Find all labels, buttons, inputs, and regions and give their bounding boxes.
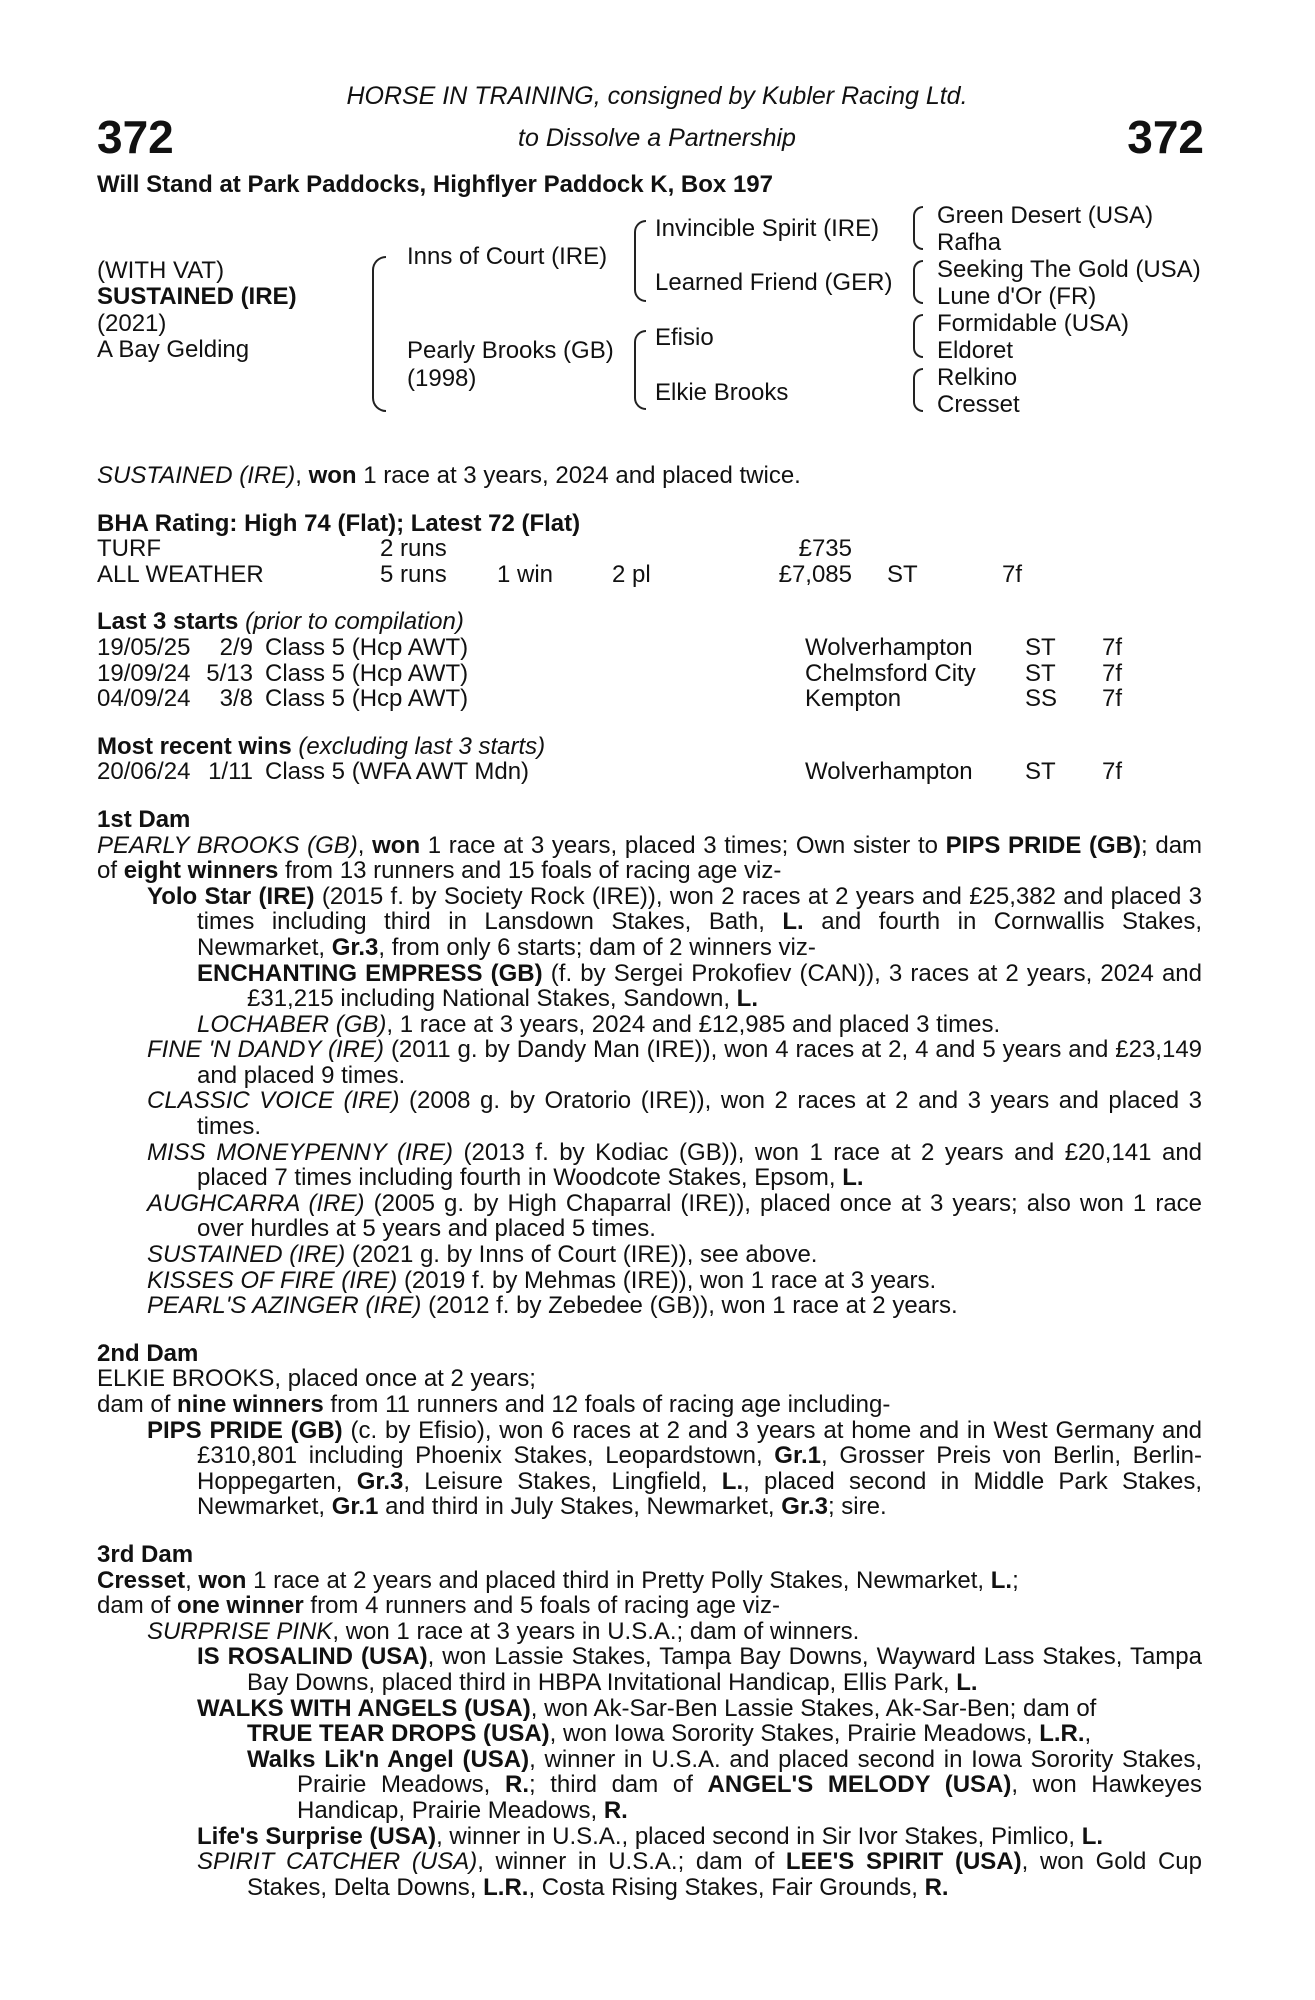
third-dam-section bbox=[97, 1542, 1202, 1900]
last-start-pos: 5/13 bbox=[206, 659, 253, 687]
yolo-star-text1: (2015 f. by Society Rock (IRE)), won 2 races at 2 years and £25,382 and placed 3 times including third in Lansdown Stakes, Bath, bbox=[197, 882, 1203, 936]
lees-spirit-lr: L.R. bbox=[483, 1873, 529, 1901]
recent-wins-section bbox=[97, 734, 1202, 785]
is-rosalind-name: IS ROSALIND (USA) bbox=[197, 1643, 428, 1671]
second-dam-title: 2nd Dam bbox=[97, 1339, 199, 1367]
last-start-row bbox=[97, 635, 1202, 661]
aw-runs: 5 runs bbox=[380, 560, 447, 588]
turf-wins bbox=[497, 536, 612, 562]
pips-pride-text1: (c. by Efisio), won 6 races at 2 and 3 years at home and in West Germany and £310,801 including Phoenix Stakes, Leopardstown, bbox=[197, 1416, 1203, 1470]
pedigree-sire: Inns of Court (IRE) bbox=[407, 243, 608, 270]
consignor-subline: to Dissolve a Partnership bbox=[518, 124, 796, 152]
recent-wins-heading bbox=[97, 734, 1202, 760]
walks-with-angels-name: WALKS WITH ANGELS (USA) bbox=[197, 1694, 531, 1722]
last-start-dist: 7f bbox=[1102, 659, 1123, 687]
lees-spirit-text2: , Costa Rising Stakes, Fair Grounds, bbox=[528, 1873, 918, 1901]
fine-n-dandy-entry bbox=[97, 1037, 1202, 1088]
recent-wins-table bbox=[97, 759, 1202, 785]
pedigree-dam-dam: Elkie Brooks bbox=[655, 379, 789, 406]
last-start-going: ST bbox=[1025, 633, 1056, 661]
aughcarra-name: AUGHCARRA (IRE) bbox=[147, 1189, 365, 1217]
aw-prize: £7,085 bbox=[778, 560, 852, 588]
last-start-row bbox=[97, 661, 1202, 687]
aw-row bbox=[97, 562, 1202, 588]
recent-win-course: Wolverhampton bbox=[805, 758, 973, 786]
first-dam-intro: PEARLY BROOKS (GB), won 1 race at 3 years, placed 3 times; Own sister to PIPS PRIDE (GB); dam of eight winners from 13 runners and 15 foals of racing age viz- bbox=[97, 831, 1203, 885]
last-start-course: Wolverhampton bbox=[805, 633, 973, 661]
recent-win-race: Class 5 (WFA AWT Mdn) bbox=[265, 758, 530, 786]
second-dam-foals: from 11 runners and 12 foals of racing age including- bbox=[330, 1391, 891, 1418]
pips-pride-gr3b: Gr.3 bbox=[781, 1493, 828, 1521]
aw-going: ST bbox=[887, 560, 918, 588]
aughcarra-entry bbox=[97, 1191, 1202, 1242]
last-starts-heading bbox=[97, 609, 1202, 635]
third-dam-foals: from 4 runners and 5 foals of racing age viz- bbox=[310, 1592, 780, 1620]
lees-spirit-text1: , won Gold Cup Stakes, Delta Downs, bbox=[247, 1848, 1203, 1901]
last-start-dist: 7f bbox=[1102, 633, 1123, 661]
third-dam-record: 1 race at 2 years and placed third in Pretty Polly Stakes, Newmarket, bbox=[253, 1566, 985, 1594]
walks-with-angels-text: , won Ak-Sar-Ben Lassie Stakes, Ak-Sar-Ben; dam of bbox=[530, 1694, 1097, 1722]
pips-pride-listed: L. bbox=[721, 1467, 744, 1495]
last-start-date: 19/05/25 bbox=[97, 633, 191, 661]
pedigree-g6: Eldoret bbox=[937, 337, 1014, 364]
recent-win-going: ST bbox=[1025, 758, 1056, 786]
lees-spirit-name: LEE'S SPIRIT (USA) bbox=[785, 1848, 1022, 1876]
pedigree-g5: Formidable (USA) bbox=[937, 310, 1130, 337]
last-start-course: Chelmsford City bbox=[805, 659, 976, 687]
lifes-surprise-entry bbox=[97, 1824, 1202, 1850]
pips-pride-text3: , Leisure Stakes, Lingfield, bbox=[403, 1467, 708, 1495]
third-dam-line1-end: ; bbox=[1012, 1566, 1019, 1594]
aw-places: 2 pl bbox=[612, 560, 651, 588]
pedigree-sire-dam: Learned Friend (GER) bbox=[655, 269, 893, 296]
third-dam-won: won bbox=[198, 1566, 247, 1594]
pedigree-g7: Relkino bbox=[937, 364, 1018, 391]
last-start-race: Class 5 (Hcp AWT) bbox=[265, 685, 469, 713]
first-dam-foals: from 13 runners and 15 foals of racing age viz- bbox=[285, 857, 782, 885]
angels-melody-text: , won Hawkeyes Handicap, Prairie Meadows, bbox=[297, 1771, 1203, 1824]
stand-location: Will Stand at Park Paddocks, Highflyer Paddock K, Box 197 bbox=[97, 171, 773, 198]
walks-likn-angel-text2: ; third dam of bbox=[528, 1771, 693, 1799]
first-dam-intro-end: ; bbox=[1141, 831, 1148, 859]
sustained-name: SUSTAINED (IRE) bbox=[147, 1241, 346, 1269]
yolo-star-text3: , from only 6 starts; dam of 2 winners viz- bbox=[378, 933, 816, 961]
last-starts-table bbox=[97, 635, 1202, 712]
enchanting-empress-entry bbox=[97, 961, 1202, 1012]
first-dam-winners: eight winners bbox=[123, 857, 279, 885]
enchanting-empress-listed: L. bbox=[736, 985, 758, 1013]
third-dam-line2 bbox=[97, 1593, 1202, 1619]
pips-pride-text4: , placed second in Middle Park Stakes, Newmarket, bbox=[197, 1467, 1203, 1521]
true-tear-drops-name: TRUE TEAR DROPS (USA) bbox=[247, 1720, 550, 1748]
enchanting-empress-text: (f. by Sergei Prokofiev (CAN)), 3 races at 2 years, 2024 and £31,215 including National Stakes, Sandown, bbox=[247, 959, 1202, 1013]
recent-wins-note: (excluding last 3 starts) bbox=[298, 732, 546, 760]
horse-name: SUSTAINED (IRE) bbox=[97, 283, 297, 310]
second-dam-winners: nine winners bbox=[177, 1391, 324, 1418]
miss-moneypenny-entry bbox=[97, 1140, 1202, 1191]
miss-moneypenny-text: (2013 f. by Kodiac (GB)), won 1 race at 2 years and £20,141 and placed 7 times including fourth in Woodcote Stakes, Epsom, bbox=[197, 1138, 1203, 1192]
pips-pride-gr1b: Gr.1 bbox=[331, 1493, 379, 1521]
aw-wins: 1 win bbox=[497, 560, 554, 588]
miss-moneypenny-name: MISS MONEYPENNY (IRE) bbox=[147, 1138, 453, 1166]
race-summary: SUSTAINED (IRE), won 1 race at 3 years, 2024 and placed twice. bbox=[97, 462, 801, 489]
last-start-course: Kempton bbox=[805, 685, 902, 713]
pedigree-brace-main bbox=[372, 256, 386, 412]
last-start-going: ST bbox=[1025, 659, 1056, 687]
yolo-star-listed: L. bbox=[782, 908, 804, 936]
first-dam-dam-of: dam of bbox=[97, 831, 1203, 885]
lifes-surprise-text: , winner in U.S.A., placed second in Sir Ivor Stakes, Pimlico, bbox=[436, 1822, 1076, 1850]
third-dam-name: Cresset bbox=[97, 1566, 186, 1594]
yolo-star-group: Gr.3 bbox=[331, 933, 379, 961]
second-dam-line2 bbox=[97, 1392, 1202, 1418]
pedigree-brace-g4 bbox=[913, 368, 923, 412]
pedigree-dam-year: (1998) bbox=[407, 365, 477, 392]
surprise-pink-text: , won 1 race at 3 years in U.S.A.; dam of winners. bbox=[332, 1617, 860, 1645]
true-tear-drops-end: , bbox=[1084, 1720, 1092, 1748]
pedigree-g4: Lune d'Or (FR) bbox=[937, 283, 1097, 310]
first-dam-title: 1st Dam bbox=[97, 805, 191, 833]
last-start-row bbox=[97, 686, 1202, 712]
true-tear-drops-lr: L.R. bbox=[1039, 1720, 1085, 1748]
pips-pride-name: PIPS PRIDE (GB) bbox=[147, 1416, 343, 1444]
walks-likn-angel-entry bbox=[97, 1747, 1202, 1824]
recent-win-row bbox=[97, 759, 1202, 785]
aw-dist: 7f bbox=[1002, 560, 1023, 588]
second-dam-section bbox=[97, 1341, 1202, 1520]
fine-n-dandy-name: FINE 'N DANDY (IRE) bbox=[147, 1036, 384, 1064]
pedigree-brace-dam bbox=[634, 330, 646, 410]
pedigree-brace-g3 bbox=[913, 314, 923, 358]
angels-melody-r: R. bbox=[603, 1796, 628, 1824]
first-dam-record: 1 race at 3 years, placed 3 times; Own sister to bbox=[427, 831, 938, 859]
true-tear-drops-entry bbox=[97, 1721, 1202, 1747]
last-starts-section bbox=[97, 609, 1202, 711]
kisses-of-fire-text: (2019 f. by Mehmas (IRE)), won 1 race at 3 years. bbox=[403, 1266, 937, 1294]
horse-description: A Bay Gelding bbox=[97, 336, 250, 363]
lot-number-left: 372 bbox=[97, 111, 174, 163]
summary-rest: 1 race at 3 years, 2024 and placed twice. bbox=[363, 462, 801, 489]
angels-melody-name: ANGEL'S MELODY (USA) bbox=[707, 1771, 1012, 1799]
last-start-pos: 2/9 bbox=[219, 633, 253, 661]
is-rosalind-listed: L. bbox=[956, 1668, 978, 1696]
second-dam-line1: ELKIE BROOKS, placed once at 2 years; bbox=[97, 1365, 536, 1393]
lees-spirit-r: R. bbox=[924, 1873, 949, 1901]
third-dam-listed: L. bbox=[990, 1566, 1013, 1594]
pips-pride-gr1: Gr.1 bbox=[774, 1442, 821, 1470]
pips-pride-text5: and third in July Stakes, Newmarket, bbox=[385, 1493, 775, 1521]
recent-win-date: 20/06/24 bbox=[97, 758, 191, 786]
vat-note: (WITH VAT) bbox=[97, 257, 225, 284]
lochaber-entry bbox=[97, 1012, 1202, 1038]
yolo-star-entry bbox=[97, 884, 1202, 961]
pedigree-g1: Green Desert (USA) bbox=[937, 202, 1154, 229]
kisses-of-fire-entry bbox=[97, 1268, 1202, 1294]
pips-pride-entry bbox=[97, 1418, 1202, 1520]
last-start-race: Class 5 (Hcp AWT) bbox=[265, 659, 469, 687]
walks-likn-angel-r: R. bbox=[504, 1771, 529, 1799]
third-dam-title: 3rd Dam bbox=[97, 1540, 194, 1568]
sustained-entry bbox=[97, 1242, 1202, 1268]
kisses-of-fire-name: KISSES OF FIRE (IRE) bbox=[147, 1266, 398, 1294]
pips-pride-gr3: Gr.3 bbox=[356, 1467, 404, 1495]
pedigree-brace-g2 bbox=[913, 260, 923, 304]
pedigree-g3: Seeking The Gold (USA) bbox=[937, 256, 1201, 283]
true-tear-drops-text: , won Iowa Sorority Stakes, Prairie Meadows, bbox=[549, 1720, 1033, 1748]
classic-voice-entry bbox=[97, 1088, 1202, 1139]
pedigree-brace-sire bbox=[634, 220, 646, 302]
sustained-text: (2021 g. by Inns of Court (IRE)), see above. bbox=[351, 1241, 818, 1269]
pedigree-dam-sire: Efisio bbox=[655, 324, 714, 351]
last-start-date: 04/09/24 bbox=[97, 685, 191, 713]
lifes-surprise-name: Life's Surprise (USA) bbox=[197, 1822, 437, 1850]
yolo-star-name: Yolo Star (IRE) bbox=[147, 882, 315, 910]
third-dam-winners: one winner bbox=[177, 1592, 304, 1620]
last-start-dist: 7f bbox=[1102, 685, 1123, 713]
second-dam-dam-of: dam of bbox=[97, 1391, 171, 1418]
first-dam-name: PEARLY BROOKS (GB) bbox=[97, 831, 358, 859]
classic-voice-name: CLASSIC VOICE (IRE) bbox=[147, 1087, 400, 1115]
enchanting-empress-name: ENCHANTING EMPRESS (GB) bbox=[197, 959, 543, 987]
miss-moneypenny-listed: L. bbox=[842, 1164, 864, 1192]
walks-with-angels-entry bbox=[97, 1696, 1202, 1722]
turf-runs: 2 runs bbox=[380, 535, 447, 563]
summary-name: SUSTAINED (IRE) bbox=[97, 462, 296, 489]
first-dam-sister: PIPS PRIDE (GB) bbox=[945, 831, 1141, 859]
lifes-surprise-listed: L. bbox=[1081, 1822, 1104, 1850]
lochaber-text: , 1 race at 3 years, 2024 and £12,985 and placed 3 times. bbox=[386, 1010, 1001, 1038]
last-start-date: 19/09/24 bbox=[97, 659, 191, 687]
fine-n-dandy-text: (2011 g. by Dandy Man (IRE)), won 4 races at 2, 4 and 5 years and £23,149 and placed 9 times. bbox=[197, 1036, 1203, 1089]
pedigree-g2: Rafha bbox=[937, 229, 1002, 256]
last-starts-note: (prior to compilation) bbox=[245, 608, 464, 636]
last-start-pos: 3/8 bbox=[219, 685, 253, 713]
lochaber-name: LOCHABER (GB) bbox=[197, 1010, 387, 1038]
recent-win-dist: 7f bbox=[1102, 758, 1123, 786]
first-dam-won: won bbox=[372, 831, 421, 859]
last-start-race: Class 5 (Hcp AWT) bbox=[265, 633, 469, 661]
pearls-azinger-text: (2012 f. by Zebedee (GB)), won 1 race at 2 years. bbox=[428, 1292, 958, 1320]
last-starts-title: Last 3 starts bbox=[97, 608, 239, 636]
recent-win-pos: 1/11 bbox=[208, 758, 253, 786]
pips-pride-text2: , Grosser Preis von Berlin, Berlin-Hoppegarten, bbox=[197, 1442, 1203, 1495]
turf-places bbox=[612, 536, 740, 562]
turf-row bbox=[97, 536, 1202, 562]
turf-label: TURF bbox=[97, 535, 161, 563]
pips-pride-text6: ; sire. bbox=[827, 1493, 887, 1521]
horse-year: (2021) bbox=[97, 310, 167, 337]
first-dam-section bbox=[97, 807, 1202, 1319]
classic-voice-text: (2008 g. by Oratorio (IRE)), won 2 races at 2 and 3 years and placed 3 times. bbox=[197, 1087, 1203, 1141]
lot-number-right: 372 bbox=[1127, 111, 1204, 163]
is-rosalind-text: , won Lassie Stakes, Tampa Bay Downs, Wayward Lass Stakes, Tampa Bay Downs, placed third in HBPA Invitational Handicap, Ellis Park, bbox=[247, 1643, 1202, 1696]
walks-likn-angel-name: Walks Lik'n Angel (USA) bbox=[247, 1745, 530, 1773]
consignor-line: HORSE IN TRAINING, consigned by Kubler Racing Ltd. bbox=[346, 82, 968, 110]
pedigree-g8: Cresset bbox=[937, 391, 1020, 418]
pedigree-brace-g1 bbox=[913, 206, 923, 250]
pedigree-dam: Pearly Brooks (GB) bbox=[407, 337, 614, 364]
pearls-azinger-entry bbox=[97, 1293, 1202, 1319]
third-dam-dam-of: dam of bbox=[97, 1592, 171, 1620]
spirit-catcher-text: , winner in U.S.A.; dam of bbox=[477, 1848, 775, 1876]
recent-wins-title: Most recent wins bbox=[97, 732, 292, 760]
main-body bbox=[97, 463, 1202, 1900]
yolo-star-text2: and fourth in Cornwallis Stakes, Newmarket, bbox=[197, 908, 1203, 961]
aughcarra-text: (2005 g. by High Chaparral (IRE)), placed once at 3 years; also won 1 race over hurdles at 5 years and placed 5 times. bbox=[197, 1189, 1203, 1243]
spirit-catcher-name: SPIRIT CATCHER (USA) bbox=[197, 1848, 478, 1876]
summary-won: won bbox=[308, 462, 357, 489]
is-rosalind-entry bbox=[97, 1644, 1202, 1695]
spirit-catcher-entry bbox=[97, 1849, 1202, 1900]
rating-section bbox=[97, 511, 1202, 588]
third-dam-line1: Cresset, won 1 race at 2 years and placed third in Pretty Polly Stakes, Newmarket, L.; bbox=[97, 1566, 1019, 1594]
rating-title: BHA Rating: High 74 (Flat); Latest 72 (Flat) bbox=[97, 509, 581, 537]
turf-prize: £735 bbox=[798, 535, 852, 563]
pedigree-sire-sire: Invincible Spirit (IRE) bbox=[655, 215, 880, 242]
surprise-pink-name: SURPRISE PINK bbox=[147, 1617, 333, 1645]
aw-label: ALL WEATHER bbox=[97, 560, 264, 588]
last-start-going: SS bbox=[1025, 685, 1058, 713]
walks-likn-angel-text1: , winner in U.S.A. and placed second in Iowa Sorority Stakes, Prairie Meadows, bbox=[297, 1745, 1203, 1799]
surprise-pink-entry bbox=[97, 1619, 1202, 1645]
pearls-azinger-name: PEARL'S AZINGER (IRE) bbox=[147, 1292, 422, 1320]
